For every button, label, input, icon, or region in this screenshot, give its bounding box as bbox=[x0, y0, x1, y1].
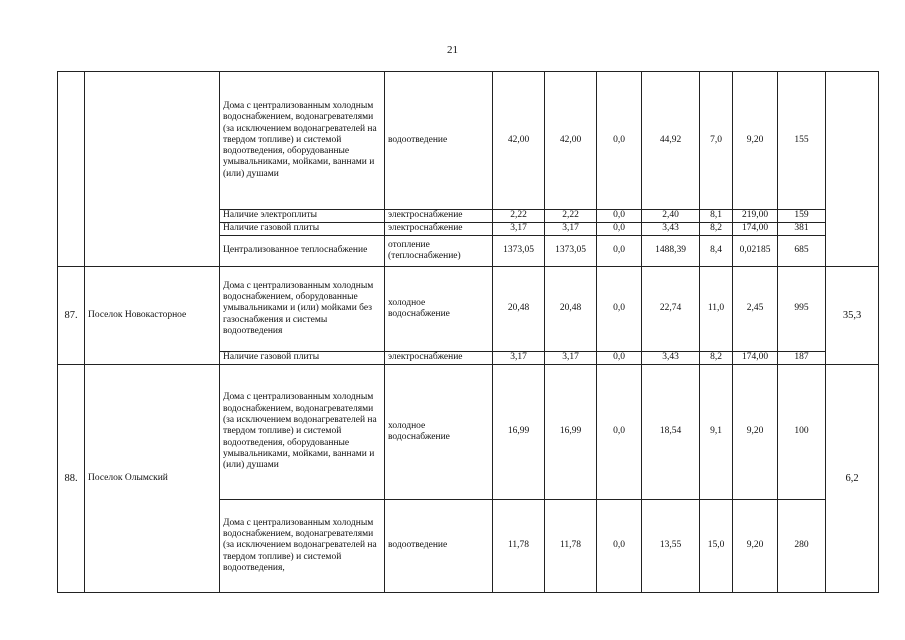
value-col-1: 42,00 bbox=[493, 72, 545, 210]
consumer-category: Наличие газовой плиты bbox=[220, 352, 385, 365]
value-col-5: 9,1 bbox=[700, 365, 733, 500]
value-col-1: 3,17 bbox=[493, 223, 545, 236]
value-col-7: 100 bbox=[778, 365, 826, 500]
settlement-name: Поселок Новокасторное bbox=[85, 267, 220, 365]
index-cell-empty bbox=[58, 72, 85, 267]
settlement-index: 88. bbox=[58, 365, 85, 593]
consumer-category: Дома с централизованным холодным водоснабжением, водонагревателями (за исключением водонагревателей на твердом топливе) и системой водоотведения, оборудованные умывальниками, мойками, ваннами и (или) душами bbox=[220, 72, 385, 210]
service-type: электроснабжение bbox=[385, 210, 493, 223]
value-col-4: 1488,39 bbox=[642, 236, 700, 267]
value-col-2: 2,22 bbox=[545, 210, 597, 223]
value-col-1: 3,17 bbox=[493, 352, 545, 365]
value-col-2: 1373,05 bbox=[545, 236, 597, 267]
value-col-4: 18,54 bbox=[642, 365, 700, 500]
value-col-6: 0,02185 bbox=[733, 236, 778, 267]
service-type: электроснабжение bbox=[385, 223, 493, 236]
value-col-7: 995 bbox=[778, 267, 826, 352]
table-row bbox=[58, 365, 879, 500]
value-col-6: 9,20 bbox=[733, 365, 778, 500]
value-col-7: 685 bbox=[778, 236, 826, 267]
settlement-total: 6,2 bbox=[826, 365, 879, 593]
service-type: электроснабжение bbox=[385, 352, 493, 365]
value-col-2: 3,17 bbox=[545, 352, 597, 365]
value-col-7: 280 bbox=[778, 500, 826, 593]
settlement-cell-empty bbox=[85, 72, 220, 267]
value-col-2: 42,00 bbox=[545, 72, 597, 210]
consumer-category: Наличие электроплиты bbox=[220, 210, 385, 223]
tariff-table bbox=[57, 71, 879, 593]
value-col-4: 13,55 bbox=[642, 500, 700, 593]
value-col-1: 2,22 bbox=[493, 210, 545, 223]
value-col-7: 187 bbox=[778, 352, 826, 365]
settlement-total: 35,3 bbox=[826, 267, 879, 365]
value-col-7: 159 bbox=[778, 210, 826, 223]
value-col-3: 0,0 bbox=[597, 352, 642, 365]
value-col-3: 0,0 bbox=[597, 210, 642, 223]
service-type: водоотведение bbox=[385, 72, 493, 210]
value-col-5: 8,2 bbox=[700, 223, 733, 236]
value-col-4: 3,43 bbox=[642, 352, 700, 365]
value-col-7: 155 bbox=[778, 72, 826, 210]
value-col-4: 3,43 bbox=[642, 223, 700, 236]
value-col-3: 0,0 bbox=[597, 365, 642, 500]
value-col-5: 7,0 bbox=[700, 72, 733, 210]
consumer-category: Централизованное теплоснабжение bbox=[220, 236, 385, 267]
consumer-category: Дома с централизованным холодным водоснабжением, оборудованные умывальниками и (или) мойками без газоснабжения и системы водоотведения bbox=[220, 267, 385, 352]
settlement-name: Поселок Олымский bbox=[85, 365, 220, 593]
value-col-2: 11,78 bbox=[545, 500, 597, 593]
service-type: водоотведение bbox=[385, 500, 493, 593]
value-col-6: 174,00 bbox=[733, 223, 778, 236]
value-col-4: 2,40 bbox=[642, 210, 700, 223]
value-col-5: 8,2 bbox=[700, 352, 733, 365]
value-col-5: 15,0 bbox=[700, 500, 733, 593]
value-col-3: 0,0 bbox=[597, 236, 642, 267]
value-col-1: 16,99 bbox=[493, 365, 545, 500]
consumer-category: Наличие газовой плиты bbox=[220, 223, 385, 236]
value-col-5: 8,1 bbox=[700, 210, 733, 223]
value-col-2: 20,48 bbox=[545, 267, 597, 352]
value-col-1: 20,48 bbox=[493, 267, 545, 352]
value-col-5: 8,4 bbox=[700, 236, 733, 267]
service-type: отопление (теплоснабжение) bbox=[385, 236, 493, 267]
settlement-index: 87. bbox=[58, 267, 85, 365]
value-col-5: 11,0 bbox=[700, 267, 733, 352]
table-row bbox=[58, 267, 879, 352]
value-col-6: 9,20 bbox=[733, 500, 778, 593]
value-col-7: 381 bbox=[778, 223, 826, 236]
value-col-1: 11,78 bbox=[493, 500, 545, 593]
value-col-3: 0,0 bbox=[597, 267, 642, 352]
value-col-6: 219,00 bbox=[733, 210, 778, 223]
value-col-4: 22,74 bbox=[642, 267, 700, 352]
value-col-6: 9,20 bbox=[733, 72, 778, 210]
value-col-6: 2,45 bbox=[733, 267, 778, 352]
value-col-3: 0,0 bbox=[597, 500, 642, 593]
page-number: 21 bbox=[447, 44, 458, 56]
table-row bbox=[58, 72, 879, 210]
value-col-4: 44,92 bbox=[642, 72, 700, 210]
service-type: холодное водоснабжение bbox=[385, 267, 493, 352]
service-type: холодное водоснабжение bbox=[385, 365, 493, 500]
consumer-category: Дома с централизованным холодным водоснабжением, водонагревателями (за исключением водонагревателей на твердом топливе) и системой водоотведения, оборудованные умывальниками, мойками, ваннами и (или) душами bbox=[220, 365, 385, 500]
value-col-3: 0,0 bbox=[597, 72, 642, 210]
value-col-3: 0,0 bbox=[597, 223, 642, 236]
value-col-6: 174,00 bbox=[733, 352, 778, 365]
total-cell-empty bbox=[826, 72, 879, 267]
value-col-1: 1373,05 bbox=[493, 236, 545, 267]
value-col-2: 3,17 bbox=[545, 223, 597, 236]
value-col-2: 16,99 bbox=[545, 365, 597, 500]
consumer-category: Дома с централизованным холодным водоснабжением, водонагревателями (за исключением водонагревателей на твердом топливе) и системой водоотведения, bbox=[220, 500, 385, 593]
